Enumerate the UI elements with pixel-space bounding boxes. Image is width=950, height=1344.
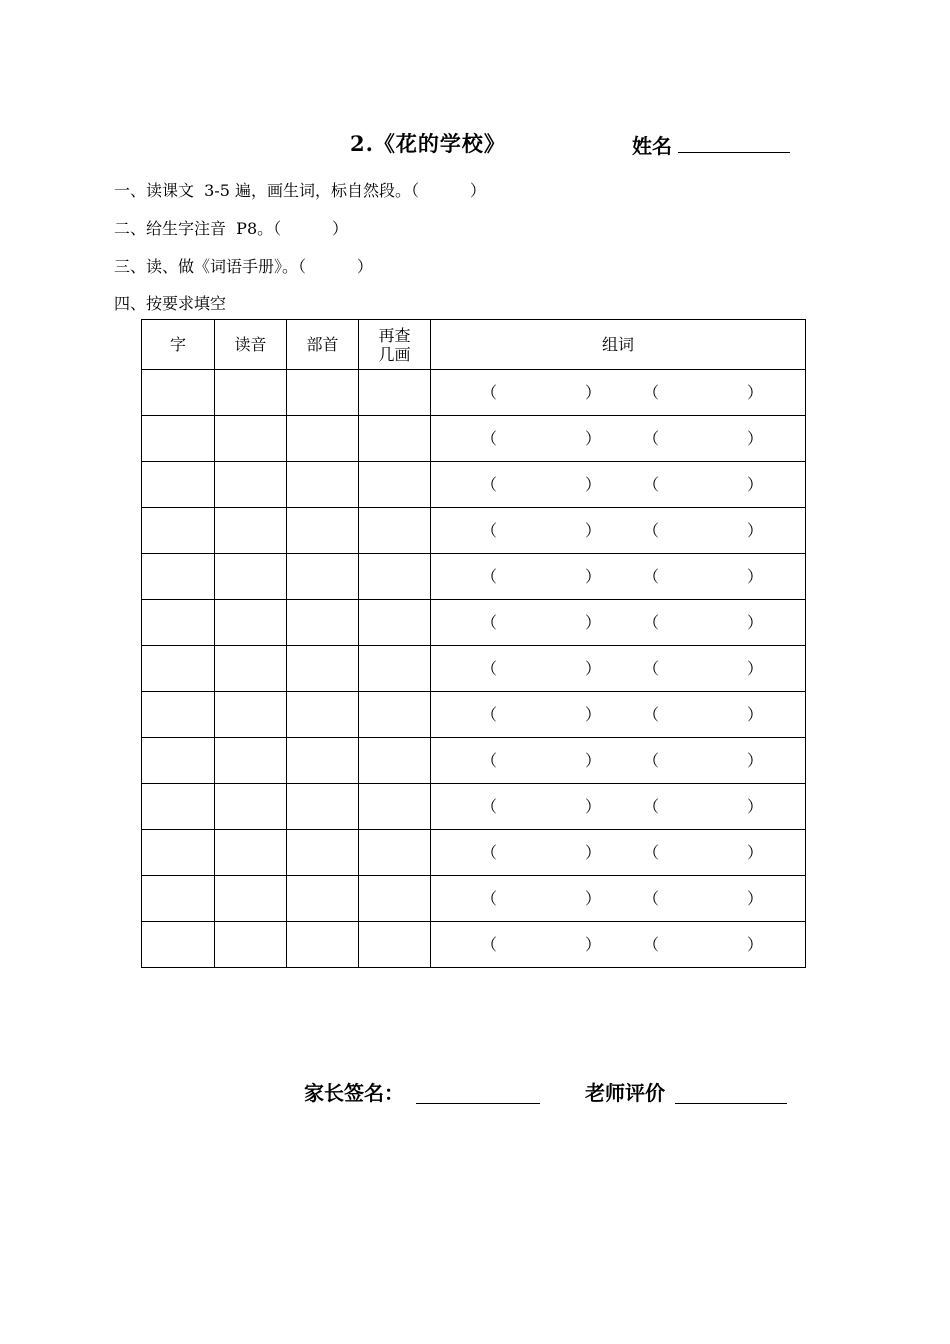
paren-open-2: （ xyxy=(643,382,660,402)
cell-strokes[interactable] xyxy=(359,922,431,968)
paren-close-1: ） xyxy=(585,566,602,586)
cell-char[interactable] xyxy=(142,738,215,784)
paren-close-2: ） xyxy=(747,520,764,540)
cell-radical[interactable] xyxy=(287,508,359,554)
paren-close-1: ） xyxy=(585,704,602,724)
paren-open-2: （ xyxy=(643,566,660,586)
paren-close-2: ） xyxy=(747,566,764,586)
paren-close-2: ） xyxy=(747,704,764,724)
table-row xyxy=(142,692,806,738)
paren-open-1: （ xyxy=(481,888,498,908)
cell-pronunciation[interactable] xyxy=(215,508,287,554)
cell-radical[interactable] xyxy=(287,462,359,508)
cell-char[interactable] xyxy=(142,462,215,508)
paren-open-1: （ xyxy=(481,474,498,494)
paren-open-1: （ xyxy=(481,704,498,724)
cell-radical[interactable] xyxy=(287,370,359,416)
cell-char[interactable] xyxy=(142,416,215,462)
cell-words[interactable] xyxy=(431,692,806,738)
cell-radical[interactable] xyxy=(287,600,359,646)
header-radical: 部首 xyxy=(287,320,359,370)
table-row xyxy=(142,370,806,416)
paren-open-2: （ xyxy=(643,658,660,678)
cell-words[interactable] xyxy=(431,922,806,968)
cell-strokes[interactable] xyxy=(359,508,431,554)
cell-strokes[interactable] xyxy=(359,876,431,922)
paren-open-2: （ xyxy=(643,474,660,494)
cell-char[interactable] xyxy=(142,922,215,968)
paren-close-2: ） xyxy=(747,474,764,494)
paren-close-1: ） xyxy=(585,474,602,494)
cell-words[interactable] xyxy=(431,876,806,922)
paren-close-2: ） xyxy=(747,888,764,908)
parent-signature-blank[interactable] xyxy=(416,1103,540,1104)
cell-radical[interactable] xyxy=(287,646,359,692)
cell-char[interactable] xyxy=(142,646,215,692)
cell-words[interactable] xyxy=(431,830,806,876)
cell-char[interactable] xyxy=(142,600,215,646)
paren-close-1: ） xyxy=(585,520,602,540)
paren-open-2: （ xyxy=(643,934,660,954)
name-blank[interactable] xyxy=(678,152,790,153)
table-row xyxy=(142,738,806,784)
cell-pronunciation[interactable] xyxy=(215,416,287,462)
cell-char[interactable] xyxy=(142,554,215,600)
cell-radical[interactable] xyxy=(287,830,359,876)
cell-words[interactable] xyxy=(431,508,806,554)
paren-open-2: （ xyxy=(643,842,660,862)
paren-close-2: ） xyxy=(747,382,764,402)
task-3: 三、读、做《词语手册》。（ ） xyxy=(114,257,373,276)
table-row xyxy=(142,876,806,922)
table-row xyxy=(142,600,806,646)
table-row xyxy=(142,646,806,692)
table-row xyxy=(142,462,806,508)
cell-pronunciation[interactable] xyxy=(215,600,287,646)
paren-close-2: ） xyxy=(747,934,764,954)
paren-close-2: ） xyxy=(747,750,764,770)
cell-radical[interactable] xyxy=(287,738,359,784)
cell-radical[interactable] xyxy=(287,922,359,968)
cell-char[interactable] xyxy=(142,784,215,830)
cell-radical[interactable] xyxy=(287,692,359,738)
cell-pronunciation[interactable] xyxy=(215,370,287,416)
cell-pronunciation[interactable] xyxy=(215,830,287,876)
paren-close-1: ） xyxy=(585,796,602,816)
cell-radical[interactable] xyxy=(287,784,359,830)
cell-pronunciation[interactable] xyxy=(215,646,287,692)
paren-close-1: ） xyxy=(585,888,602,908)
cell-char[interactable] xyxy=(142,876,215,922)
header-words: 组词 xyxy=(431,320,806,370)
cell-words[interactable] xyxy=(431,646,806,692)
paren-open-1: （ xyxy=(481,612,498,632)
cell-char[interactable] xyxy=(142,508,215,554)
cell-strokes[interactable] xyxy=(359,462,431,508)
cell-radical[interactable] xyxy=(287,416,359,462)
cell-strokes[interactable] xyxy=(359,830,431,876)
parent-signature-label: 家长签名： xyxy=(304,1081,404,1105)
cell-strokes[interactable] xyxy=(359,692,431,738)
cell-words[interactable] xyxy=(431,600,806,646)
paren-open-2: （ xyxy=(643,888,660,908)
task-4: 四、按要求填空 xyxy=(114,294,227,313)
header-strokes-label: 再查 几画 xyxy=(378,325,411,364)
paren-close-1: ） xyxy=(585,612,602,632)
cell-words[interactable] xyxy=(431,784,806,830)
paren-close-1: ） xyxy=(585,842,602,862)
task-1: 一、读课文 3-5 遍，画生词，标自然段。（ ） xyxy=(114,181,486,200)
paren-close-1: ） xyxy=(585,428,602,448)
paren-close-1: ） xyxy=(585,934,602,954)
paren-open-1: （ xyxy=(481,658,498,678)
cell-char[interactable] xyxy=(142,692,215,738)
paren-open-1: （ xyxy=(481,934,498,954)
cell-strokes[interactable] xyxy=(359,554,431,600)
paren-open-1: （ xyxy=(481,428,498,448)
cell-words[interactable] xyxy=(431,416,806,462)
cell-words[interactable] xyxy=(431,554,806,600)
table-row xyxy=(142,922,806,968)
cell-pronunciation[interactable] xyxy=(215,738,287,784)
cell-strokes[interactable] xyxy=(359,370,431,416)
paren-close-1: ） xyxy=(585,750,602,770)
header-strokes xyxy=(359,320,431,370)
paren-close-1: ） xyxy=(585,382,602,402)
paren-close-2: ） xyxy=(747,842,764,862)
paren-close-2: ） xyxy=(747,428,764,448)
cell-words[interactable] xyxy=(431,370,806,416)
name-label: 姓名 xyxy=(632,134,672,158)
paren-open-1: （ xyxy=(481,796,498,816)
paren-open-1: （ xyxy=(481,750,498,770)
cell-pronunciation[interactable] xyxy=(215,554,287,600)
vocab-table xyxy=(141,319,806,968)
table-row xyxy=(142,830,806,876)
cell-strokes[interactable] xyxy=(359,416,431,462)
paren-close-1: ） xyxy=(585,658,602,678)
paren-open-2: （ xyxy=(643,520,660,540)
cell-radical[interactable] xyxy=(287,554,359,600)
table-row xyxy=(142,508,806,554)
cell-words[interactable] xyxy=(431,462,806,508)
task-2: 二、给生字注音 P8。（ ） xyxy=(114,219,348,238)
cell-words[interactable] xyxy=(431,738,806,784)
cell-char[interactable] xyxy=(142,370,215,416)
cell-radical[interactable] xyxy=(287,876,359,922)
page-title: 2.《花的学校》 xyxy=(350,131,506,156)
paren-open-2: （ xyxy=(643,704,660,724)
header-pronunciation: 读音 xyxy=(215,320,287,370)
header-char: 字 xyxy=(142,320,215,370)
cell-pronunciation[interactable] xyxy=(215,922,287,968)
cell-strokes[interactable] xyxy=(359,646,431,692)
cell-pronunciation[interactable] xyxy=(215,692,287,738)
cell-strokes[interactable] xyxy=(359,784,431,830)
table-row xyxy=(142,554,806,600)
cell-char[interactable] xyxy=(142,830,215,876)
cell-pronunciation[interactable] xyxy=(215,462,287,508)
paren-open-2: （ xyxy=(643,428,660,448)
table-row xyxy=(142,416,806,462)
table-row xyxy=(142,784,806,830)
paren-open-1: （ xyxy=(481,382,498,402)
paren-close-2: ） xyxy=(747,612,764,632)
paren-open-2: （ xyxy=(643,796,660,816)
teacher-evaluation-blank[interactable] xyxy=(675,1103,787,1104)
paren-open-2: （ xyxy=(643,612,660,632)
paren-open-1: （ xyxy=(481,842,498,862)
paren-open-1: （ xyxy=(481,566,498,586)
paren-close-2: ） xyxy=(747,796,764,816)
paren-open-2: （ xyxy=(643,750,660,770)
teacher-evaluation-label: 老师评价 xyxy=(585,1081,665,1105)
cell-pronunciation[interactable] xyxy=(215,784,287,830)
cell-strokes[interactable] xyxy=(359,738,431,784)
paren-close-2: ） xyxy=(747,658,764,678)
cell-pronunciation[interactable] xyxy=(215,876,287,922)
table-header-row xyxy=(142,320,806,370)
cell-strokes[interactable] xyxy=(359,600,431,646)
paren-open-1: （ xyxy=(481,520,498,540)
